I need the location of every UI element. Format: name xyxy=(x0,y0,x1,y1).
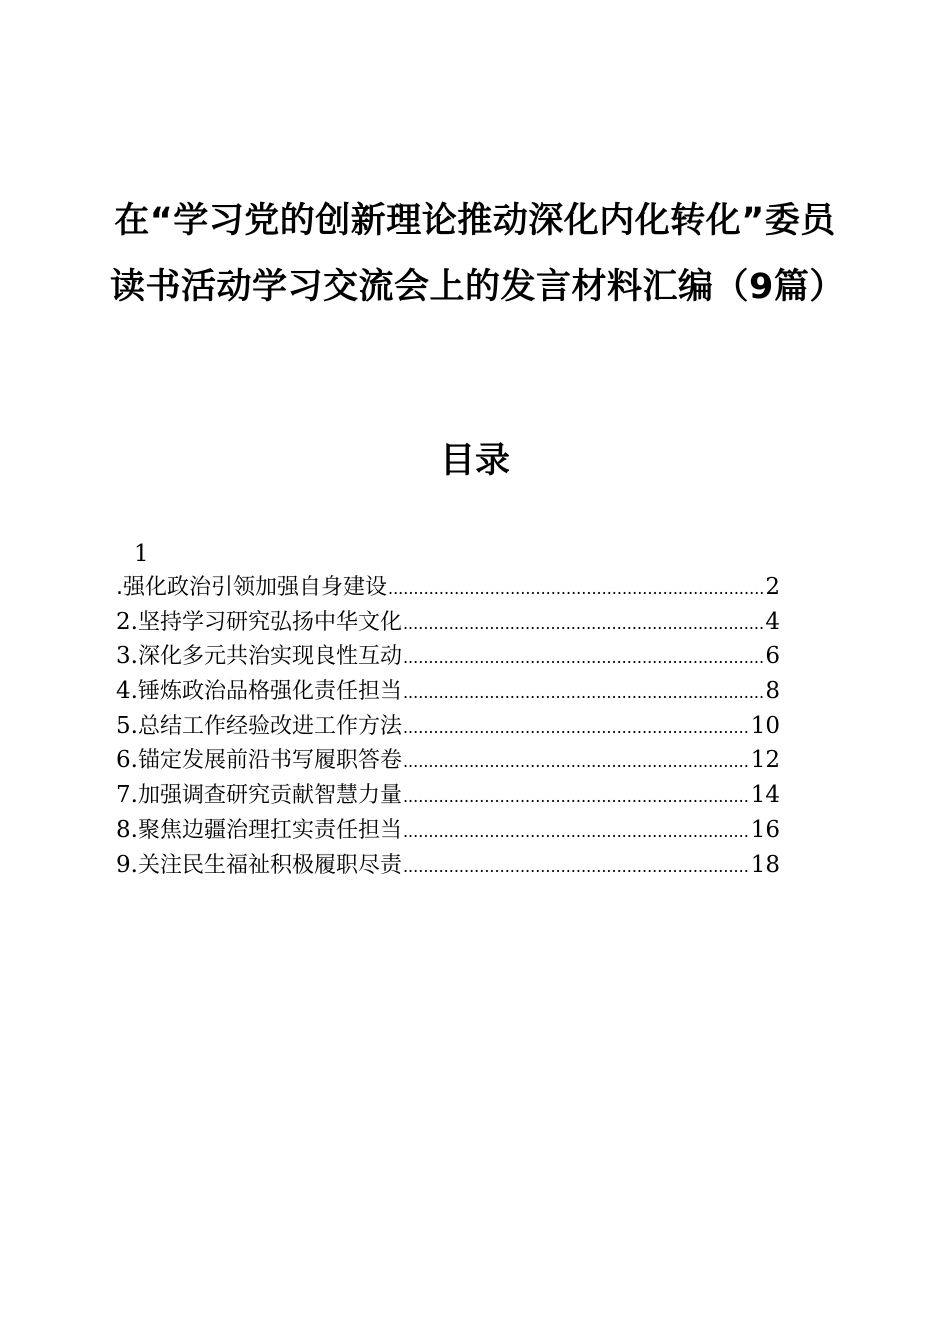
toc-dot-leader xyxy=(403,850,750,885)
toc-dot-leader xyxy=(403,641,764,676)
toc-entry-page: 2 xyxy=(765,574,780,600)
toc-entry-page: 6 xyxy=(765,643,780,670)
toc-entry-label: .强化政治引领加强自身建设 xyxy=(116,575,387,600)
toc-entry-page: 8 xyxy=(765,678,780,705)
toc-entry-number: 5. xyxy=(116,712,138,739)
toc-entry-6[interactable] xyxy=(116,743,780,778)
toc-entry-2[interactable] xyxy=(116,605,780,640)
toc-entry-label: 深化多元共治实现良性互动 xyxy=(137,644,402,670)
toc-entry-label: 总结工作经验改进工作方法 xyxy=(137,713,402,739)
toc-entry-number: 1 xyxy=(134,541,149,567)
toc-entry-page: 16 xyxy=(750,816,780,843)
toc-entry-number: 8. xyxy=(116,816,138,843)
toc-entry-page: 10 xyxy=(750,712,780,739)
toc-entry-page: 18 xyxy=(750,851,780,878)
toc-entry-page: 4 xyxy=(765,608,780,635)
toc-entry-label: 锤炼政治品格强化责任担当 xyxy=(137,679,402,705)
toc-entry-label: 加强调查研究贡献智慧力量 xyxy=(137,783,402,809)
toc-entry-8[interactable] xyxy=(116,813,780,848)
toc-entry-number: 2. xyxy=(116,608,138,635)
toc-entry-label: 锚定发展前沿书写履职答卷 xyxy=(137,748,402,774)
toc-entry-page: 12 xyxy=(750,747,780,774)
toc-entry-label: 聚焦边疆治理扛实责任担当 xyxy=(137,817,402,843)
toc-dot-leader xyxy=(403,676,764,711)
toc-dot-leader xyxy=(403,607,764,642)
toc-heading: 目录 xyxy=(439,441,510,481)
toc-entry-number: 7. xyxy=(116,782,138,809)
toc-entry-number: 9. xyxy=(116,851,138,878)
toc-entry-4[interactable] xyxy=(116,674,780,709)
toc-entry-number: 4. xyxy=(116,678,138,705)
toc-entry-3[interactable] xyxy=(116,639,780,674)
toc-dot-leader xyxy=(403,711,750,746)
document-title: 在“学习党的创新理论推动深化内化转化”委员读书活动学习交流会上的发言材料汇编（9篇） xyxy=(110,201,845,307)
toc-entry-number: 6. xyxy=(116,747,138,774)
toc-entry-page: 14 xyxy=(750,782,780,809)
toc-entry-1[interactable] xyxy=(116,538,780,605)
toc-dot-leader xyxy=(403,815,750,850)
toc-entry-number: 3. xyxy=(116,643,138,670)
toc-dot-leader xyxy=(403,745,750,780)
toc-entry-7[interactable] xyxy=(116,778,780,813)
toc-entry-5[interactable] xyxy=(116,709,780,744)
toc-entry-9[interactable] xyxy=(116,848,780,883)
toc-entry-label: 关注民生福祉积极履职尽责 xyxy=(137,852,402,878)
toc-dot-leader xyxy=(403,780,750,815)
toc-dot-leader xyxy=(388,572,764,607)
table-of-contents xyxy=(116,538,780,882)
toc-entry-label: 坚持学习研究弘扬中华文化 xyxy=(137,609,402,635)
